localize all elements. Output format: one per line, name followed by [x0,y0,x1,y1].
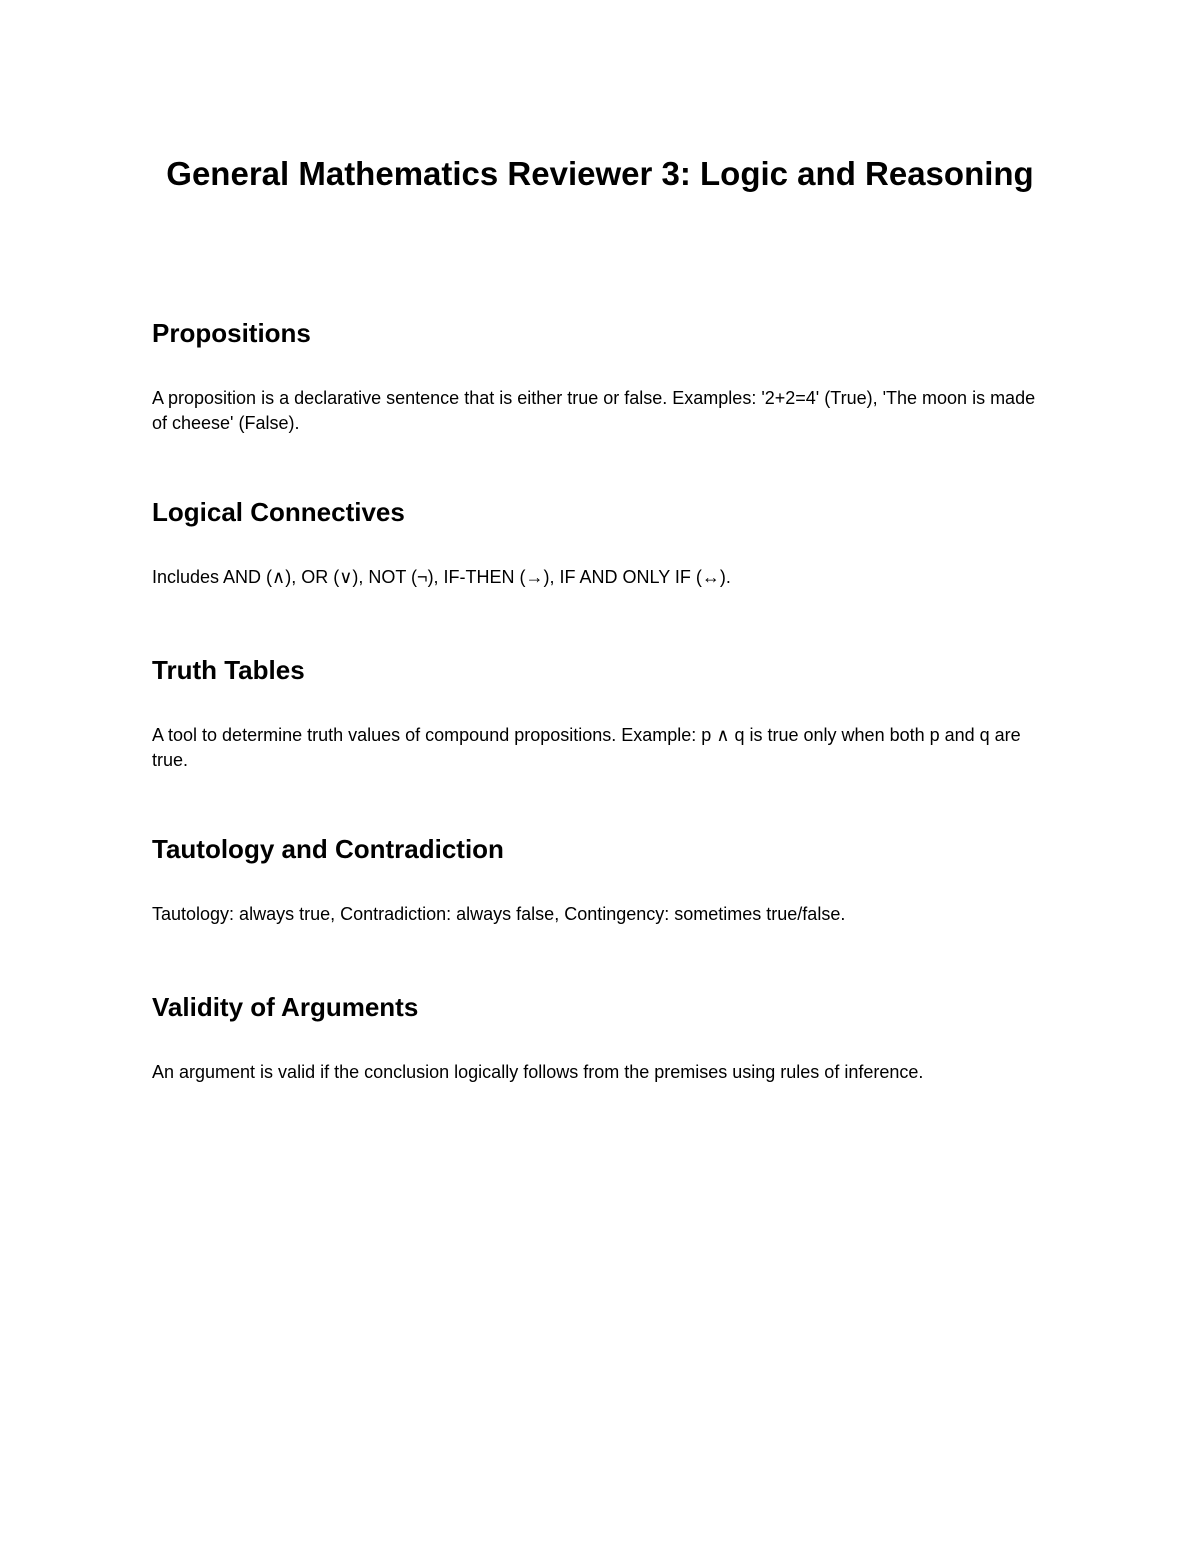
section-tautology-contradiction [152,832,1052,927]
document-title: General Mathematics Reviewer 3: Logic and Reasoning [166,155,1034,192]
section-heading: Tautology and Contradiction [152,834,504,864]
section-heading: Logical Connectives [152,497,405,527]
section-logical-connectives [152,495,1052,590]
section-body: Includes AND (∧), OR (∨), NOT (¬), IF-THEN (→), IF AND ONLY IF (↔). [152,567,731,587]
section-heading: Validity of Arguments [152,992,419,1022]
section-body: A proposition is a declarative sentence that is either true or false. Examples: '2+2=4' (True), 'The moon is made of cheese' (False). [152,388,1036,433]
section-body: An argument is valid if the conclusion logically follows from the premises using rules of inference. [152,1062,924,1082]
section-body: Tautology: always true, Contradiction: always false, Contingency: sometimes true/false. [152,904,846,924]
section-heading: Propositions [152,318,311,348]
section-body: A tool to determine truth values of compound propositions. Example: p ∧ q is true only when both p and q are true. [152,725,1021,770]
section-validity-of-arguments [152,990,1052,1085]
section-propositions [152,316,1052,436]
section-heading: Truth Tables [152,655,305,685]
section-truth-tables [152,653,1052,773]
